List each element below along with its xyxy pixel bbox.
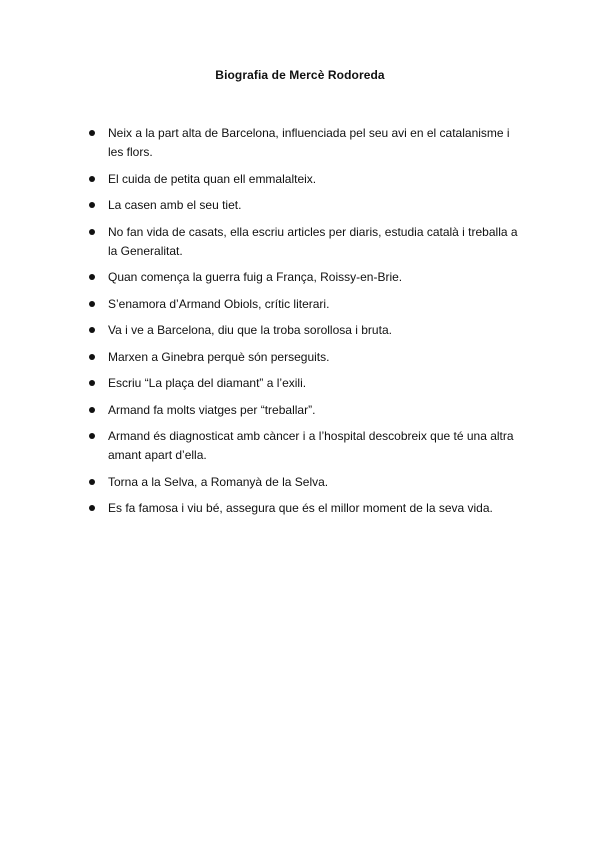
list-item: [88, 499, 528, 518]
list-item: [88, 223, 528, 261]
list-item: [88, 124, 528, 162]
list-item-text: Neix a la part alta de Barcelona, influenciada pel seu avi en el catalanisme i les flors.: [108, 126, 510, 159]
bullet-icon: [89, 505, 95, 511]
list-item-text: Quan comença la guerra fuig a França, Roissy-en-Brie.: [108, 270, 403, 284]
bullet-icon: [89, 433, 95, 439]
bullet-icon: [89, 229, 95, 235]
bullet-icon: [89, 176, 95, 182]
list-item-text: Es fa famosa i viu bé, assegura que és el millor moment de la seva vida.: [108, 501, 493, 515]
list-item: [88, 196, 528, 215]
list-item-text: Armand fa molts viatges per “treballar”.: [108, 402, 316, 417]
list-item-text: Torna a la Selva, a Romanyà de la Selva.: [108, 474, 329, 489]
list-item-text: Va i ve a Barcelona, diu que la troba sorollosa i bruta.: [108, 323, 392, 337]
bullet-list: [88, 124, 528, 526]
list-item-text: Escriu “La plaça del diamant” a l’exili.: [108, 376, 307, 390]
list-item: [88, 348, 528, 367]
bullet-icon: [89, 380, 95, 386]
bullet-icon: [89, 407, 95, 413]
bullet-icon: [89, 479, 95, 485]
bullet-icon: [89, 202, 95, 208]
list-item-text: Marxen a Ginebra perquè són perseguits.: [108, 349, 330, 364]
list-item: [88, 427, 528, 465]
bullet-icon: [89, 327, 95, 333]
list-item-text: S’enamora d’Armand Obiols, crític literari.: [108, 296, 330, 311]
list-item-text: Armand és diagnosticat amb càncer i a l’hospital descobreix que té una altra amant apart d’ella.: [108, 429, 514, 462]
list-item: [88, 473, 528, 492]
list-item-text: La casen amb el seu tiet.: [108, 198, 242, 212]
list-item-text: No fan vida de casats, ella escriu articles per diaris, estudia català i treballa a la Generalitat.: [108, 224, 518, 258]
list-item: [88, 374, 528, 393]
list-item: [88, 295, 528, 314]
bullet-icon: [89, 301, 95, 307]
list-item: [88, 170, 528, 189]
bullet-icon: [89, 354, 95, 360]
list-item: [88, 268, 528, 287]
list-item: [88, 321, 528, 340]
bullet-icon: [89, 274, 95, 280]
list-item: [88, 401, 528, 420]
page-title: Biografia de Mercè Rodoreda: [215, 68, 385, 82]
bullet-icon: [89, 130, 95, 136]
list-item-text: El cuida de petita quan ell emmalalteix.: [108, 171, 317, 186]
